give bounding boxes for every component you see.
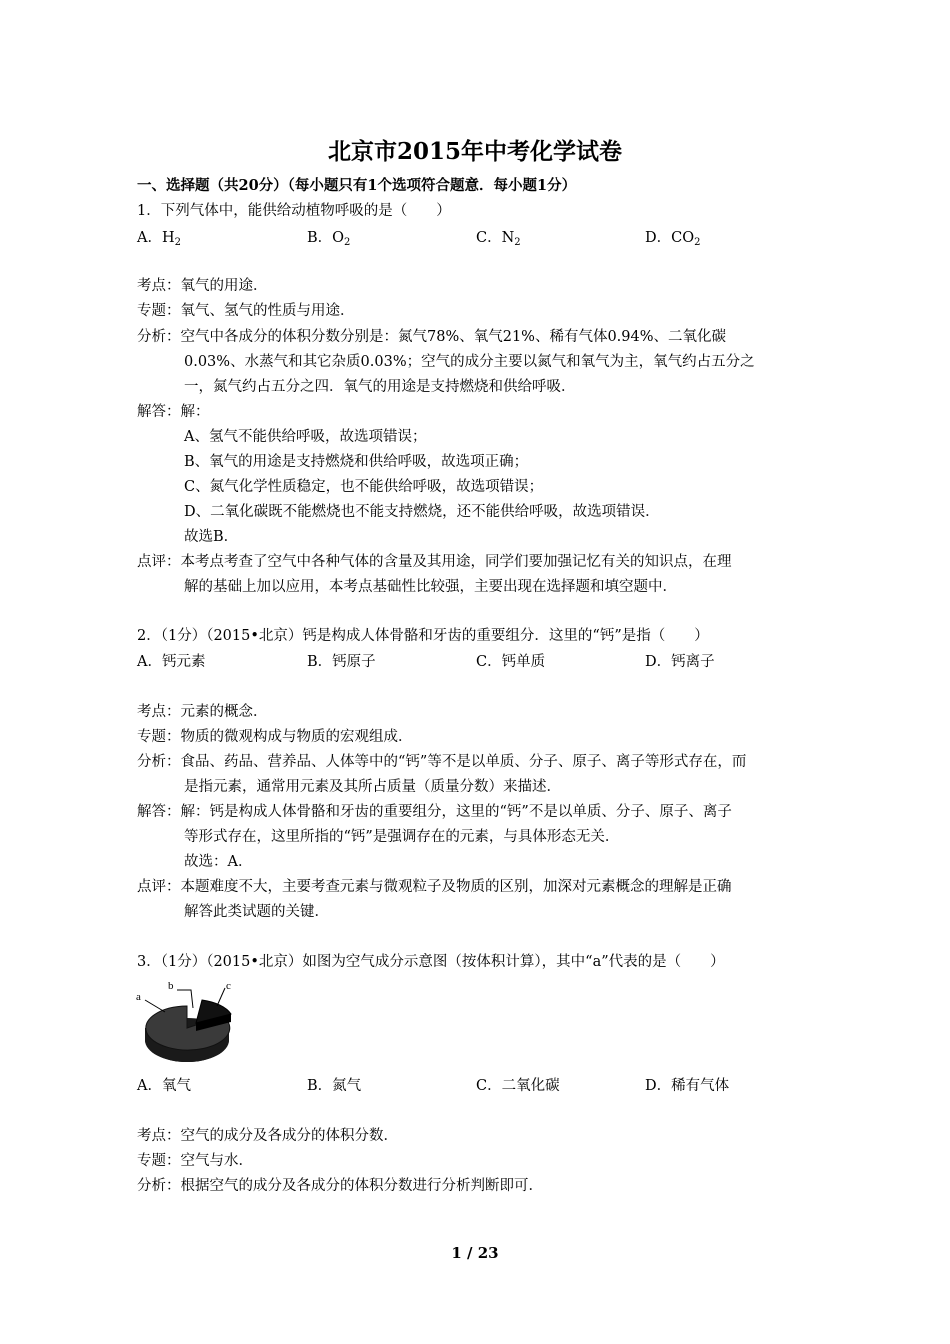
page-title: 北京市2015年中考化学试卷 (327, 138, 622, 165)
q1-option-d: D．$CO_2$ (645, 230, 701, 248)
q1-option-c: C．$N_2$ (476, 230, 521, 248)
q1-jieda-line-5: 故选B． (184, 529, 239, 545)
q2-option-d: D．钙离子 (645, 654, 715, 670)
q2-fenxi-line-1: 分析：食品、药品、营养品、人体等中的“钙”等不是以单质、分子、原子、离子等形式存在，而 (137, 754, 747, 770)
q2-option-a: A．钙元素 (137, 654, 206, 670)
q1-dianping-line-2: 解的基础上加以应用，本考点基础性比较强，主要出现在选择题和填空题中． (184, 579, 677, 595)
q2-dianping-line-1: 点评：本题难度不大，主要考查元素与微观粒子及物质的区别，加深对元素概念的理解是正确 (137, 879, 732, 895)
page-number: 1 / 23 (451, 1244, 499, 1262)
q2-dianping-line-2: 解答此类试题的关键． (184, 904, 329, 920)
q1-zhuanti: 专题：氧气、氢气的性质与用途． (137, 303, 355, 319)
label-c-leader (217, 988, 225, 1006)
q3-option-a: A．氧气 (137, 1078, 191, 1094)
q1-fenxi-line-3: 一，氮气约占五分之四．氧气的用途是支持燃烧和供给呼吸． (184, 379, 576, 395)
q1-jieda-line-2: B、氧气的用途是支持燃烧和供给呼吸，故选项正确； (184, 454, 529, 470)
q2-jieda-line-2: 等形式存在，这里所指的“钙”是强调存在的元素，与具体形态无关． (184, 829, 620, 845)
air-composition-pie-chart (133, 978, 238, 1073)
q3-option-c: C．二氧化碳 (476, 1078, 560, 1094)
q2-option-b: B．钙原子 (307, 654, 376, 670)
section-heading: 一、选择题（共20分）（每小题只有1个选项符合题意．每小题1分） (137, 177, 577, 194)
q1-option-b: B．$O_2$ (307, 230, 351, 248)
q1-jieda-line-3: C、氮气化学性质稳定，也不能供给呼吸，故选项错误； (184, 479, 544, 495)
q1-fenxi-line-1: 分析：空气中各成分的体积分数分别是：氮气78%、氧气21%、稀有气体0.94%、二氧化碳 (137, 329, 727, 345)
q2-jieda-line-3: 故选：A． (184, 854, 253, 870)
label-b-leader (177, 990, 193, 1008)
q1-dianping-line-1: 点评：本考点考查了空气中各种气体的含量及其用途，同学们要加强记忆有关的知识点，在理 (137, 554, 732, 570)
q1-jieda-line-1: A、氢气不能供给呼吸，故选项错误； (184, 429, 427, 445)
pie-label-c: c (226, 980, 231, 992)
q3-option-b: B．氮气 (307, 1078, 362, 1094)
q1-jieda-line-4: D、二氧化碳既不能燃烧也不能支持燃烧，还不能供给呼吸，故选项错误． (184, 504, 660, 520)
q3-zhuanti: 专题：空气与水． (137, 1153, 253, 1169)
q3-kaodian: 考点：空气的成分及各成分的体积分数． (137, 1128, 398, 1144)
q2-kaodian: 考点：元素的概念． (137, 704, 268, 720)
q1-fenxi-line-2: 0.03%、水蒸气和其它杂质0.03%；空气的成分主要以氮气和氧气为主，氧气约占五分之 (184, 354, 755, 370)
q1-jieda-label: 解答：解： (137, 404, 210, 420)
pie-label-b: b (168, 980, 174, 992)
q2-fenxi-line-2: 是指元素，通常用元素及其所占质量（质量分数）来描述． (184, 779, 561, 795)
q1-option-a: A．$H_2$ (137, 230, 182, 248)
pie-label-a: a (136, 991, 141, 1003)
q3-fenxi: 分析：根据空气的成分及各成分的体积分数进行分析判断即可． (137, 1178, 543, 1194)
q1-kaodian: 考点：氧气的用途． (137, 278, 268, 294)
q2-stem: 2．（1分）（2015•北京）钙是构成人体骨骼和牙齿的重要组分．这里的“钙”是指（ ） (137, 628, 709, 644)
q1-stem: 1．下列气体中，能供给动植物呼吸的是（ ） (137, 203, 451, 219)
q2-option-c: C．钙单质 (476, 654, 546, 670)
q3-option-d: D．稀有气体 (645, 1078, 730, 1094)
q3-stem: 3．（1分）（2015•北京）如图为空气成分示意图（按体积计算），其中“a”代表的是（ ） (137, 954, 725, 970)
label-a-leader (145, 1000, 165, 1012)
q2-zhuanti: 专题：物质的微观构成与物质的宏观组成． (137, 729, 413, 745)
q2-jieda-line-1: 解答：解：钙是构成人体骨骼和牙齿的重要组分，这里的“钙”不是以单质、分子、原子、离子 (137, 804, 732, 820)
